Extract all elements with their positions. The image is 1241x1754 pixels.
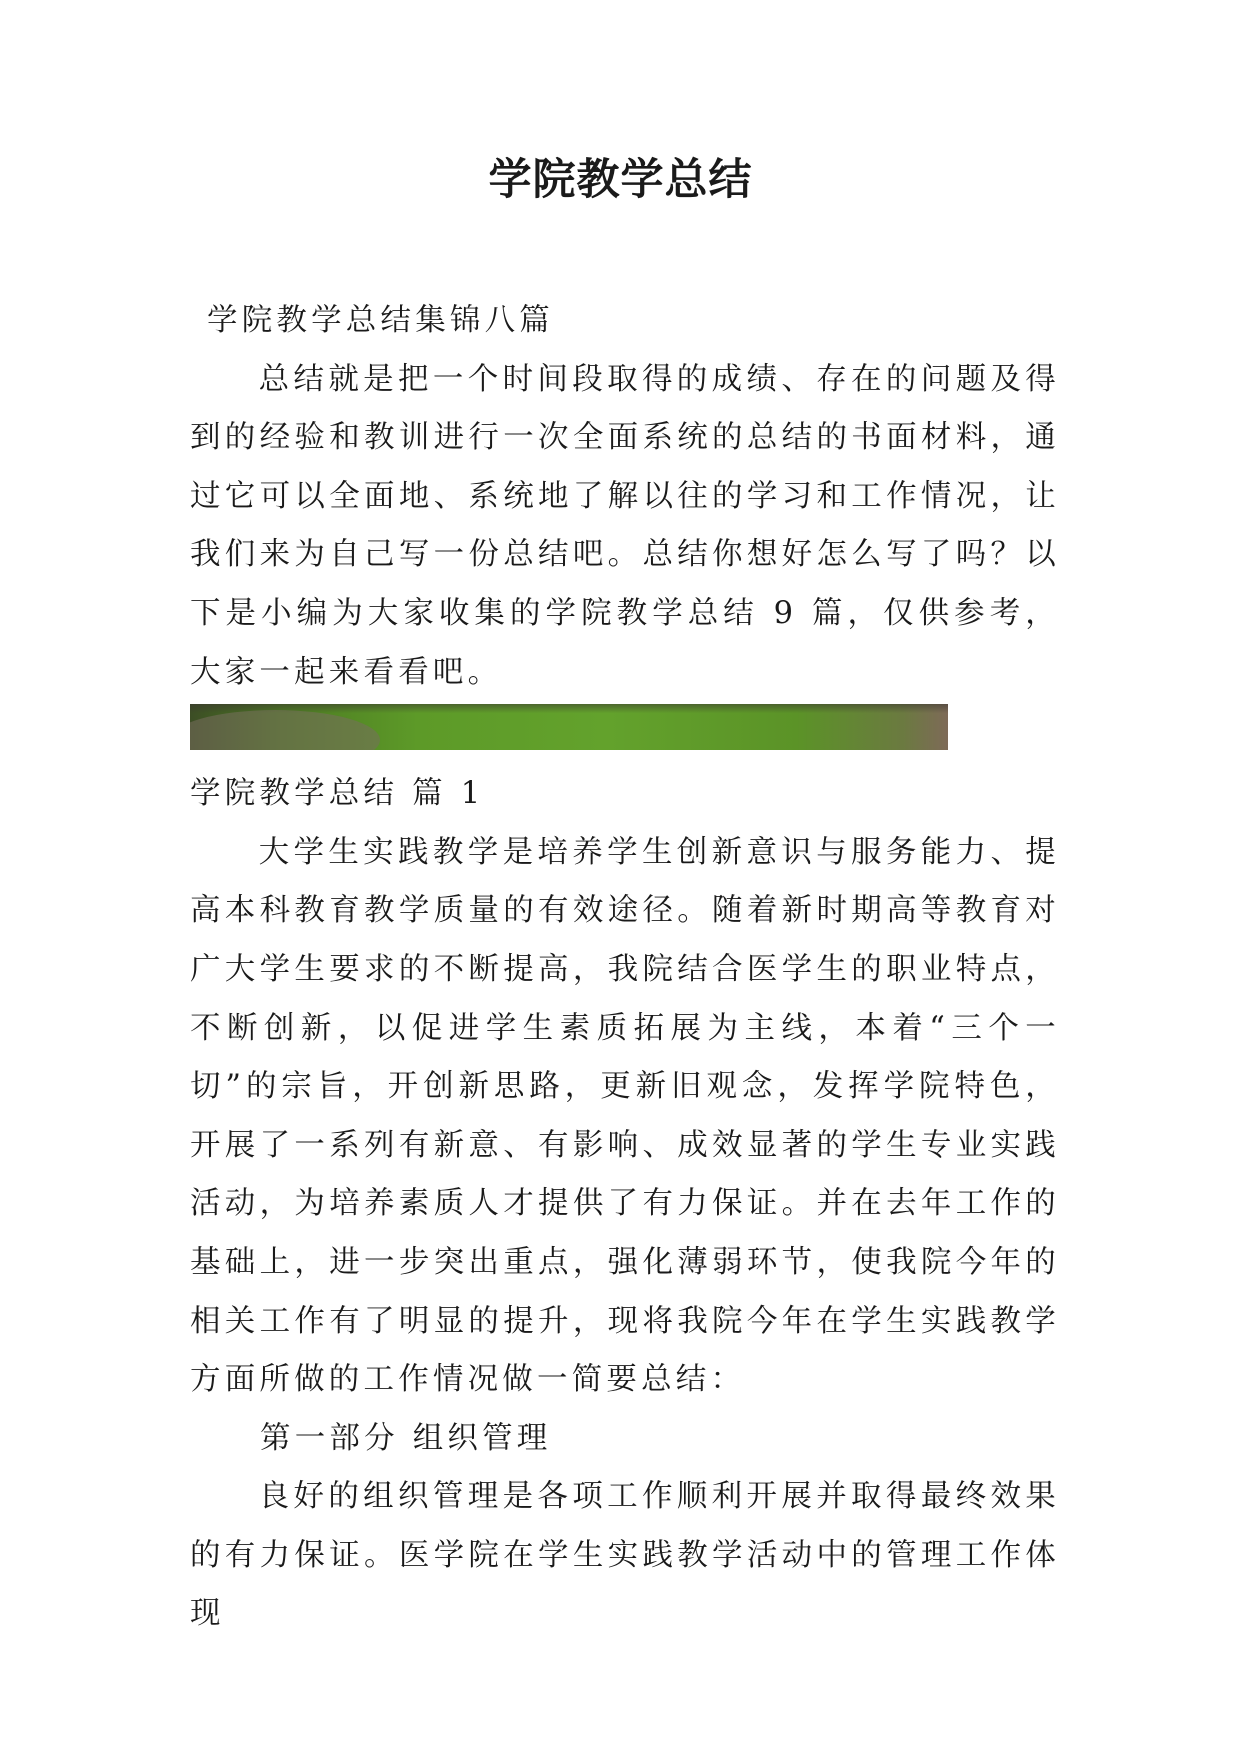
article-heading: 学院教学总结 篇 1 xyxy=(190,776,485,812)
document-subtitle: 学院教学总结集锦八篇 xyxy=(207,303,554,338)
photo-path-shape xyxy=(190,710,380,750)
document-body xyxy=(190,292,1060,1644)
intro-paragraph: 总结就是把一个时间段取得的成绩、存在的问题及得到的经验和教训进行一次全面系统的总结的书面材料，通过它可以全面地、系统地了解以往的学习和工作情况，让我们来为自己写一份总结吧。总结你想好怎么写了吗？以下是小编为大家收集的学院教学总结 9 篇，仅供参考，大家一起来看看吧。 xyxy=(190,361,1060,690)
document-title: 学院教学总结 xyxy=(488,155,753,205)
cropped-photo xyxy=(190,704,948,750)
section-heading: 第一部分 组织管理 xyxy=(260,1420,552,1456)
body-paragraph: 良好的组织管理是各项工作顺利开展并取得最终效果的有力保证。医学院在学生实践教学活动中的管理工作体现 xyxy=(190,1479,1060,1632)
body-paragraph: 大学生实践教学是培养学生创新意识与服务能力、提高本科教育教学质量的有效途径。随着新时期高等教育对广大学生要求的不断提高，我院结合医学生的职业特点，不断创新，以促进学生素质拓展为主线，本着“三个一切”的宗旨，开创新思路，更新旧观念，发挥学院特色，开展了一系列有新意、有影响、成效显著的学生专业实践活动，为培养素质人才提供了有力保证。并在去年工作的基础上，进一步突出重点，强化薄弱环节，使我院今年的相关工作有了明显的提升，现将我院今年在学生实践教学方面所做的工作情况做一简要总结： xyxy=(190,834,1060,1398)
